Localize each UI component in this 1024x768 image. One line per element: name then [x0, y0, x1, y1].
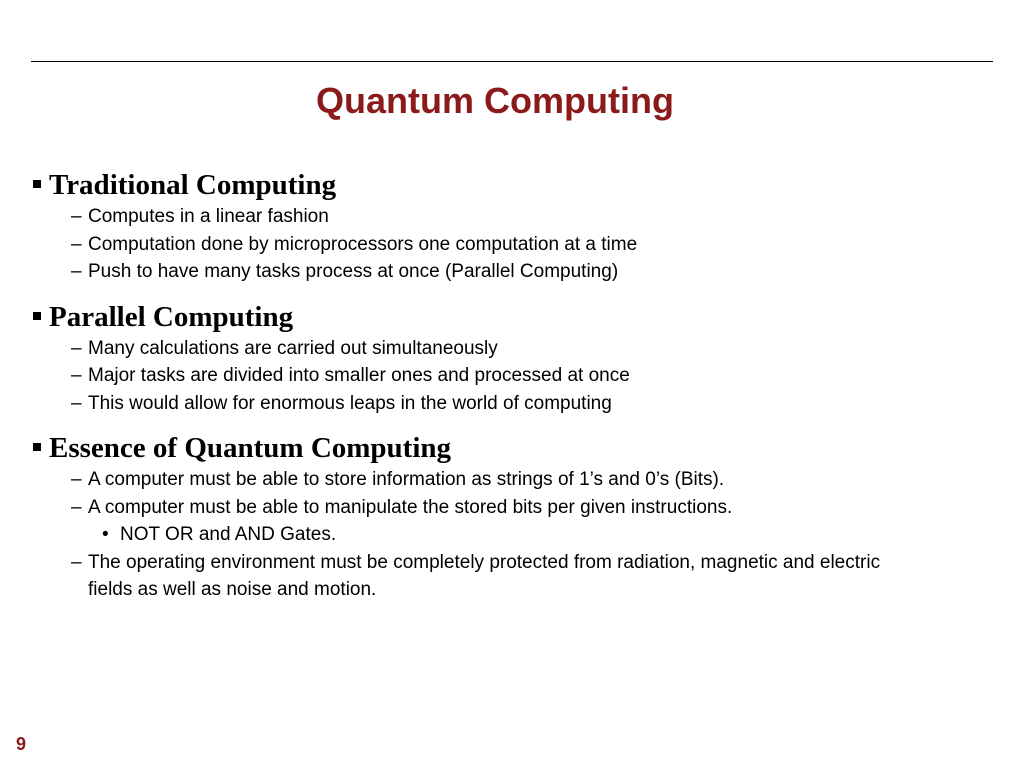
square-bullet-icon [33, 443, 41, 451]
list-item [71, 494, 993, 522]
dash-icon: – [71, 551, 82, 573]
list-item-text: Computes in a linear fashion [88, 206, 329, 227]
list-item-text: Computation done by microprocessors one computation at a time [88, 233, 638, 255]
list-item-text: Push to have many tasks process at once (Parallel Computing) [88, 261, 619, 282]
list-item [71, 466, 993, 494]
list-item [71, 231, 993, 259]
square-bullet-icon [33, 180, 41, 188]
slide-title: Quantum Computing [316, 80, 674, 121]
list-item [71, 390, 993, 418]
square-bullet-icon [33, 312, 41, 320]
dash-icon: – [71, 496, 82, 518]
section-heading-row [33, 168, 993, 203]
list-item-text: A computer must be able to store information as strings of 1’s and 0’s (Bits). [88, 469, 725, 490]
dash-icon: – [71, 337, 82, 359]
sub-list [33, 549, 993, 604]
list-item-text: Major tasks are divided into smaller ones and processed at once [88, 365, 630, 386]
slide-content [33, 168, 993, 618]
section-heading-row [33, 300, 993, 335]
nested-list-item [33, 521, 993, 549]
dash-icon: – [71, 365, 82, 386]
dash-icon: – [71, 469, 82, 490]
section-heading: Essence of Quantum Computing [49, 432, 452, 464]
dash-icon: – [71, 233, 82, 255]
dot-bullet-icon: • [102, 524, 109, 545]
section-heading-row [33, 431, 993, 466]
sub-list [33, 335, 993, 418]
list-item-text: This would allow for enormous leaps in the world of computing [88, 392, 612, 414]
section-essence-of-quantum-computing [33, 431, 993, 604]
dash-icon: – [71, 261, 82, 282]
section-heading: Parallel Computing [49, 300, 294, 333]
list-item [71, 335, 993, 363]
top-divider [31, 61, 993, 62]
section-parallel-computing [33, 300, 993, 418]
list-item [71, 362, 993, 390]
list-item-text: The operating environment must be completely protected from radiation, magnetic and electric fields as well as noise and motion. [88, 551, 881, 600]
page-number: 9 [16, 734, 27, 754]
dash-icon: – [71, 206, 82, 227]
nested-list-item-text: NOT OR and AND Gates. [120, 524, 337, 545]
section-heading: Traditional Computing [49, 169, 337, 201]
list-item [71, 203, 993, 231]
list-item [71, 258, 993, 286]
list-item-text: Many calculations are carried out simultaneously [88, 337, 498, 359]
sub-list [33, 203, 993, 286]
list-item-text: A computer must be able to manipulate the stored bits per given instructions. [88, 496, 733, 518]
sub-list [33, 466, 993, 521]
dash-icon: – [71, 392, 82, 414]
list-item [71, 549, 993, 604]
section-traditional-computing [33, 168, 993, 286]
